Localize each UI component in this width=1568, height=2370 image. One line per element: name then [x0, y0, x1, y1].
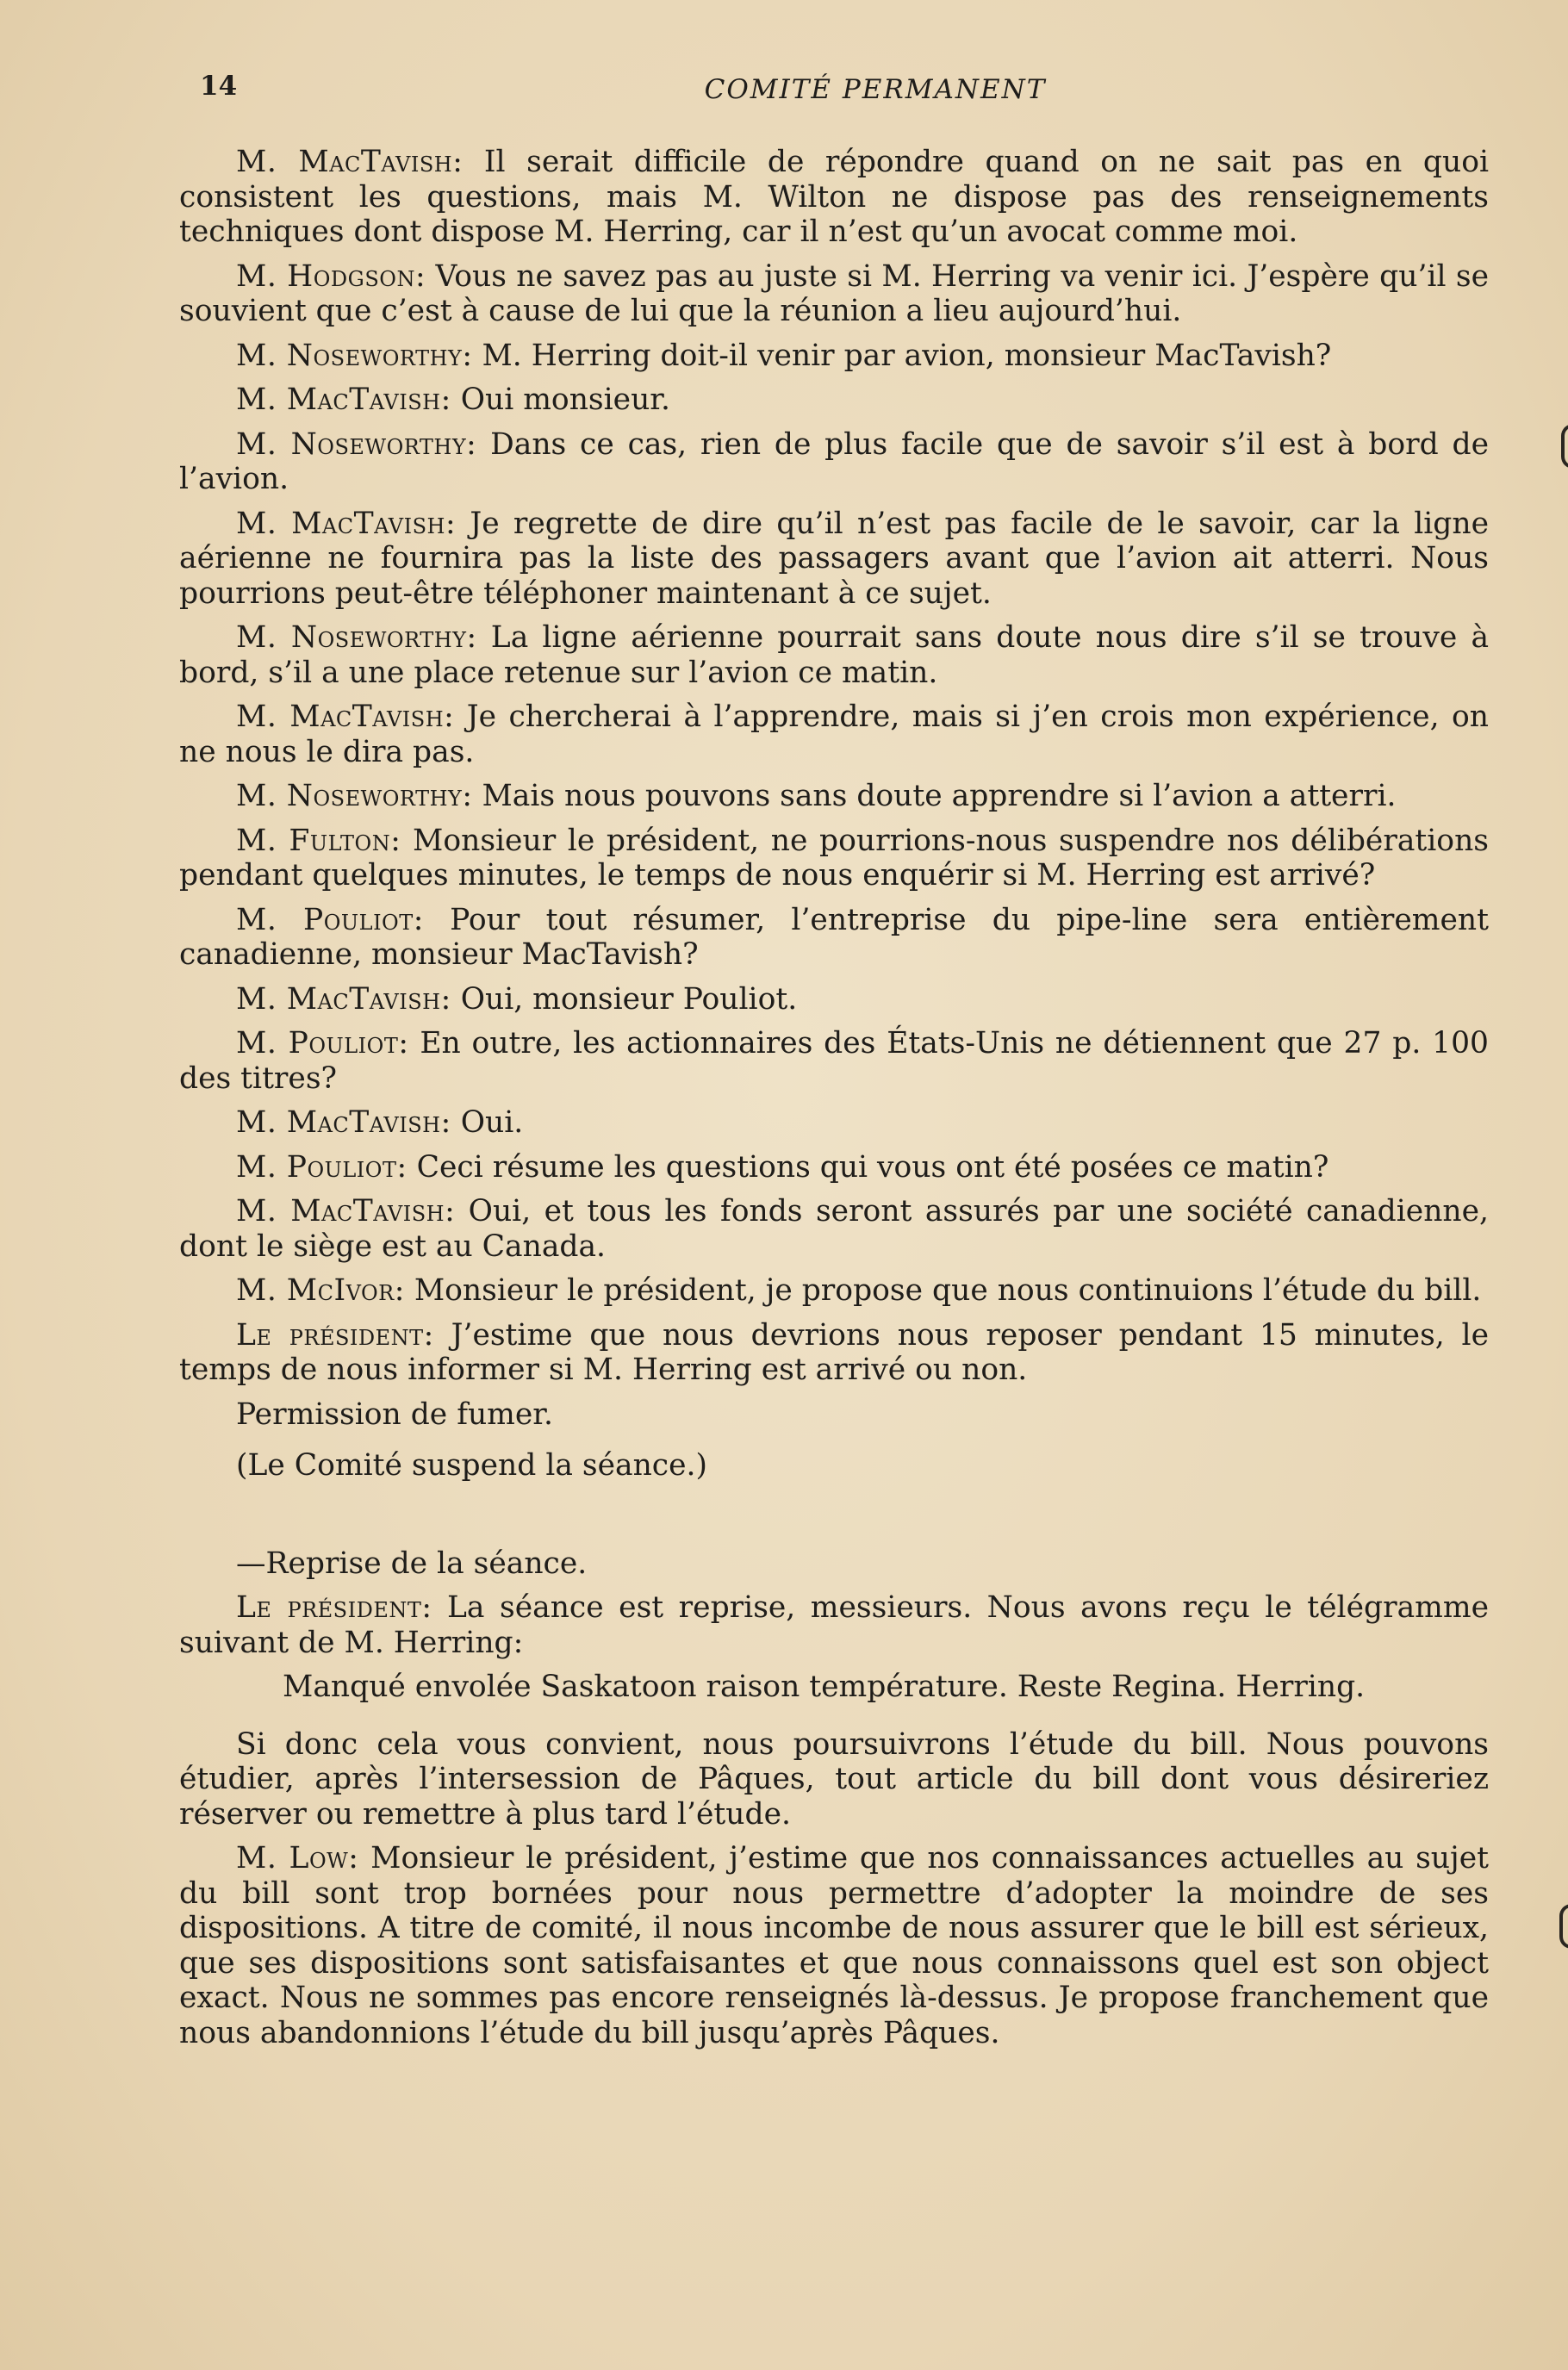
speaker-name: M. MacTavish: — [236, 700, 455, 734]
speech-paragraph — [179, 982, 1489, 1017]
speaker-name: M. MacTavish: — [236, 145, 464, 179]
speech-paragraph — [179, 1150, 1489, 1185]
speech-text: Oui, et tous les fonds seront assurés par une société canadienne, dont le siège est au Canada. — [179, 1194, 1490, 1264]
page-header — [200, 71, 1473, 114]
speech-text: M. Herring doit-il venir par avion, monsieur MacTavish? — [482, 338, 1332, 373]
speech-paragraph — [179, 259, 1489, 329]
final-paragraph — [179, 1841, 1489, 2050]
speaker-name: M. Low: — [236, 1841, 359, 1875]
speech-paragraph — [179, 903, 1489, 973]
speech-paragraph — [179, 427, 1489, 497]
speech-text: Oui monsieur. — [460, 383, 670, 417]
speech-text: Je regrette de dire qu’il n’est pas facile de le savoir, car la ligne aérienne ne fournira pas la liste des passagers avant que l’avion ait atterri. Nous pourrions peut-être téléphoner maintenant à ce sujet. — [179, 506, 1489, 611]
speech-paragraph — [179, 700, 1489, 769]
speaker-name: M. MacTavish: — [236, 383, 451, 417]
speech-text: Monsieur le président, j’estime que nos connaissances actuelles au sujet du bill sont trop bornées pour nous permettre d’adopter la moindre de ses dispositions. A titre de comité, il nous incombe de nous assurer que le bill est sérieux, que ses dispositions sont satisfaisantes et que nous connaissons quel est son object exact. Nous ne sommes pas encore renseignés là-dessus. Je propose franchement que nous abandonnions l’étude du bill jusqu’après Pâques. — [179, 1841, 1490, 2050]
speech-text: La séance est reprise, messieurs. Nous avons reçu le télégramme suivant de M. Herring: — [179, 1590, 1489, 1660]
speech-paragraph — [179, 1105, 1489, 1141]
margin-mark — [1559, 1904, 1568, 1949]
speech-text: Monsieur le président, je propose que nous continuions l’étude du bill. — [414, 1273, 1482, 1308]
speaker-name: M. Noseworthy: — [236, 426, 477, 462]
speaker-name: Le président: — [236, 1590, 432, 1625]
transcript — [179, 145, 1489, 1388]
speaker-name: M. Fulton: — [236, 823, 401, 858]
speaker-name: M. MacTavish: — [236, 1105, 451, 1140]
speech-text: Il serait difficile de répondre quand on ne sait pas en quoi consistent les questions, mais M. Wilton ne dispose pas des renseignements techniques dont dispose M. Herring, car il n’est qu’un avocat comme moi. — [179, 145, 1490, 249]
speech-paragraph — [179, 779, 1489, 814]
document-body — [179, 145, 1489, 2060]
running-head: COMITÉ PERMANENT — [704, 74, 1047, 105]
speech-text: Vous ne savez pas au juste si M. Herring va venir ici. J’espère qu’il se souvient que c’est à cause de lui que la réunion a lieu aujourd’hui. — [179, 258, 1489, 328]
speaker-name: M. MacTavish: — [236, 981, 451, 1017]
speaker-name: M. Noseworthy: — [236, 779, 473, 813]
speech-paragraph — [179, 1590, 1489, 1660]
speech-text: La ligne aérienne pourrait sans doute nous dire s’il se trouve à bord, s’il a une place retenue sur l’avion ce matin. — [179, 620, 1490, 690]
resumption-note: —Reprise de la séance. — [236, 1546, 588, 1581]
speaker-name: M. MacTavish: — [236, 1194, 456, 1229]
speaker-name: M. MacTavish: — [236, 506, 457, 541]
speaker-name: M. Noseworthy: — [236, 338, 473, 373]
speech-text: Dans ce cas, rien de plus facile que de savoir s’il est à bord de l’avion. — [179, 426, 1489, 496]
speech-paragraph — [179, 507, 1489, 612]
continuation-paragraph: Si donc cela vous convient, nous poursuivrons l’étude du bill. Nous pouvons étudier, après l’intersession de Pâques, tout article du bill dont vous désireriez réserver ou remettre à plus tard l’étude. — [179, 1726, 1489, 1832]
note-smoking: Permission de fumer. — [236, 1396, 553, 1432]
speech-paragraph — [179, 339, 1489, 374]
speech-text: Oui. — [460, 1105, 524, 1140]
page-number: 14 — [200, 71, 238, 102]
speaker-name: M. Hodgson: — [236, 258, 426, 294]
speech-paragraph — [179, 1194, 1489, 1264]
speech-paragraph — [179, 1026, 1489, 1096]
speaker-name: M. Pouliot: — [236, 1149, 408, 1185]
speech-paragraph — [179, 383, 1489, 418]
speech-paragraph — [179, 1318, 1489, 1388]
speech-paragraph — [179, 145, 1489, 250]
transcript-after — [179, 1590, 1489, 1660]
recess-note: (Le Comité suspend la séance.) — [236, 1448, 707, 1483]
speech-text: Ceci résume les questions qui vous ont été posées ce matin? — [416, 1149, 1329, 1185]
speech-text: Oui, monsieur Pouliot. — [460, 981, 798, 1017]
speech-text: Monsieur le président, ne pourrions-nous suspendre nos délibérations pendant quelques minutes, le temps de nous enquérir si M. Herring est arrivé? — [179, 823, 1490, 893]
speaker-name: Le président: — [236, 1317, 434, 1353]
speaker-name: M. Noseworthy: — [236, 620, 477, 655]
speech-paragraph — [179, 1273, 1489, 1309]
speech-text: Je chercherai à l’apprendre, mais si j’en crois mon expérience, on ne nous le dira pas. — [179, 700, 1489, 769]
telegram-text: Manqué envolée Saskatoon raison température. Reste Regina. Herring. — [283, 1670, 1366, 1704]
speech-text: Mais nous pouvons sans doute apprendre si l’avion a atterri. — [482, 779, 1397, 813]
speaker-name: M. Pouliot: — [236, 902, 424, 937]
speech-paragraph — [179, 620, 1489, 690]
speech-paragraph — [179, 824, 1489, 893]
speech-text: En outre, les actionnaires des États-Unis ne détiennent que 27 p. 100 des titres? — [179, 1026, 1489, 1096]
speech-text: J’estime que nous devrions nous reposer pendant 15 minutes, le temps de nous informer si M. Herring est arrivé ou non. — [179, 1317, 1490, 1387]
speech-text: Pour tout résumer, l’entreprise du pipe-line sera entièrement canadienne, monsieur MacTavish? — [179, 902, 1489, 972]
speaker-name: M. McIvor: — [236, 1273, 405, 1308]
speaker-name: M. Pouliot: — [236, 1026, 409, 1061]
margin-mark — [1561, 424, 1568, 469]
